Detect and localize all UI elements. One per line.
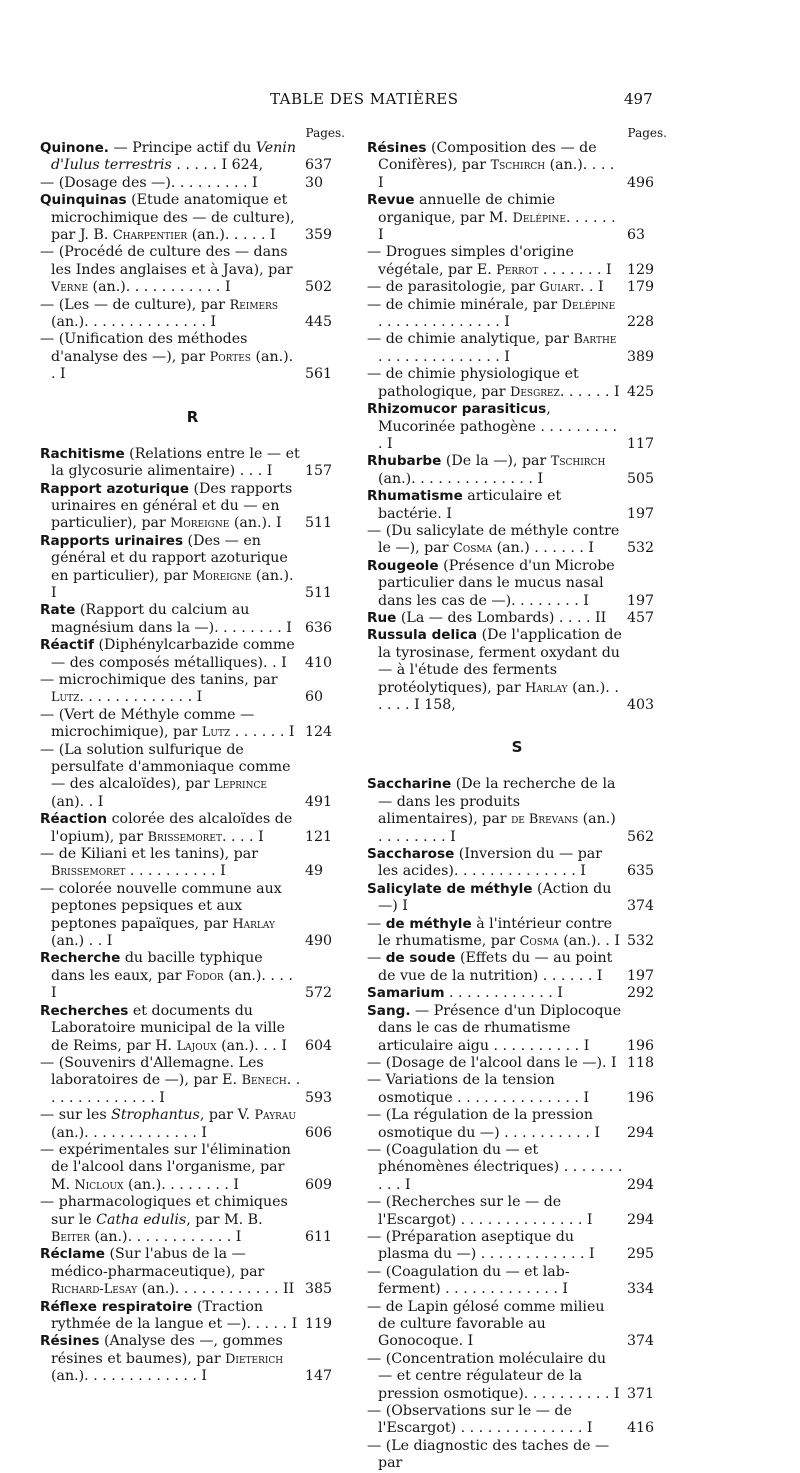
entry-text: Samarium . . . . . . . . . . . . I bbox=[367, 985, 563, 1002]
index-entry bbox=[40, 1003, 345, 1055]
entry-page: 124 bbox=[305, 724, 333, 741]
index-entry bbox=[367, 1072, 667, 1107]
entry-page: 491 bbox=[305, 793, 333, 810]
entry-text: — (Coagulation du — et phénomènes électriques) . . . . . . . . . . I bbox=[367, 1141, 623, 1193]
entry-text: — (Recherches sur le — de l'Escargot) . . . . . . . . . . . . . . I bbox=[367, 1194, 593, 1228]
entry-page: 416 bbox=[627, 1420, 655, 1437]
index-entry bbox=[367, 331, 667, 366]
index-entry bbox=[367, 1055, 667, 1072]
index-entry bbox=[367, 1351, 667, 1403]
entry-page: 295 bbox=[627, 1246, 655, 1263]
entry-text: — (Procédé de culture des — dans les Indes anglaises et à Java), par Verne (an.). . . . . . . . . . . I bbox=[40, 244, 293, 296]
index-entry bbox=[40, 140, 345, 175]
entry-page: 374 bbox=[627, 1333, 655, 1350]
entry-list-r-continued bbox=[367, 140, 667, 714]
entry-page: 609 bbox=[305, 1176, 333, 1193]
entry-text: Rate (Rapport du calcium au magnésium dans la —). . . . . . . . I bbox=[40, 602, 292, 636]
entry-text: — (Vert de Méthyle comme — microchimique), par Lutz . . . . . . I bbox=[40, 706, 295, 741]
entry-text: Réactif (Diphénylcarbazide comme — des composés métalliques). . I bbox=[40, 637, 295, 671]
entry-text: — (Observations sur le — de l'Escargot) . . . . . . . . . . . . . . I bbox=[367, 1403, 593, 1437]
index-entry bbox=[367, 297, 667, 332]
entry-page: 511 bbox=[305, 515, 333, 532]
entry-text: Rapports urinaires (Des — en général et du rapport azoturique en particulier), par Moreigne (an.). I bbox=[40, 532, 294, 601]
entry-page: 371 bbox=[627, 1385, 655, 1402]
entry-text: Sang. — Présence d'un Diplocoque dans le cas de rhumatisme articulaire aigu . . . . . . . . . . I bbox=[367, 1002, 622, 1054]
entry-page: 197 bbox=[627, 592, 655, 609]
entry-text: — (Coagulation du — et lab-ferment) . . . . . . . . . . . . . I bbox=[367, 1263, 570, 1298]
entry-page: 606 bbox=[305, 1124, 333, 1141]
entry-text: Revue annuelle de chimie organique, par M. Delépine. . . . . . I bbox=[367, 192, 616, 244]
entry-text: Rapport azoturique (Des rapports urinaires en général et du — en particulier), par Moreigne (an.). I bbox=[40, 480, 293, 532]
entry-page: 294 bbox=[627, 1124, 655, 1141]
entry-page: 292 bbox=[627, 985, 655, 1002]
entry-page: 593 bbox=[305, 1089, 333, 1106]
entry-text: — (Dosage des —). . . . . . . . . I bbox=[40, 174, 258, 191]
entry-page: 532 bbox=[627, 933, 655, 950]
index-entry bbox=[40, 192, 345, 244]
entry-page: 572 bbox=[305, 985, 333, 1002]
page-number: 497 bbox=[624, 90, 653, 108]
index-entry bbox=[367, 846, 667, 881]
entry-text: — (Concentration moléculaire du — et centre régulateur de la pression osmotique). . . . . . . . . . I bbox=[367, 1350, 620, 1402]
entry-page: 385 bbox=[305, 1281, 333, 1298]
entry-page: 562 bbox=[627, 828, 655, 845]
right-column bbox=[367, 126, 667, 1473]
index-entry bbox=[367, 453, 667, 488]
index-entry bbox=[367, 776, 667, 846]
entry-page: 604 bbox=[305, 1037, 333, 1054]
pages-column-label: Pages. bbox=[305, 126, 345, 140]
entry-text: Réclame (Sur l'abus de la — médico-pharmaceutique), par Richard-Lesay (an.). . . . . . . . . . . . II bbox=[40, 1246, 295, 1298]
entry-page: 119 bbox=[305, 1316, 333, 1332]
index-entry bbox=[367, 279, 667, 296]
index-entry bbox=[40, 881, 345, 951]
index-entry bbox=[367, 244, 667, 279]
pages-column-label: Pages. bbox=[627, 126, 667, 140]
entry-page: 389 bbox=[627, 348, 655, 365]
entry-page: 374 bbox=[627, 898, 655, 915]
entry-text: — de Lapin gélosé comme milieu de culture favorable au Gonocoque. I bbox=[367, 1298, 605, 1350]
entry-page: 196 bbox=[627, 1089, 655, 1106]
index-entry bbox=[367, 1264, 667, 1299]
index-entry bbox=[367, 916, 667, 951]
entry-page: 505 bbox=[627, 470, 655, 487]
entry-text: — de parasitologie, par Guiart. . I bbox=[367, 279, 604, 296]
entry-text: Quinone. — Principe actif du Venin d'Iulus terrestris . . . . . I 624, bbox=[40, 140, 296, 174]
entry-page: 445 bbox=[305, 314, 333, 331]
index-entry bbox=[40, 742, 345, 812]
index-entry bbox=[367, 1299, 667, 1351]
entry-text: Rougeole (Présence d'un Microbe particulier dans le mucus nasal dans les cas de —). . . . . . . . I bbox=[367, 557, 615, 609]
index-entry bbox=[40, 602, 345, 637]
entry-text: Rhubarbe (De la —), par Tschirch (an.). . . . . . . . . . . . . . I bbox=[367, 453, 606, 487]
entry-page: 410 bbox=[305, 654, 333, 671]
entry-text: Saccharine (De la recherche de la — dans les produits alimentaires), par de Brevans (an.) . . . . . . . . I bbox=[367, 776, 616, 845]
index-entry bbox=[40, 244, 345, 296]
index-entry bbox=[367, 1438, 667, 1473]
entry-page: 490 bbox=[305, 933, 333, 950]
entry-page: 30 bbox=[305, 174, 324, 191]
section-letter-r: R bbox=[186, 407, 199, 426]
index-entry bbox=[367, 1107, 667, 1142]
index-entry bbox=[40, 1246, 345, 1298]
index-entry bbox=[367, 1194, 667, 1229]
index-entry bbox=[40, 1142, 345, 1194]
entry-text: — (La solution sulfurique de persulfate d'ammoniaque comme — des alcaloïdes), par Leprince (an). . I bbox=[40, 741, 291, 810]
entry-page: 636 bbox=[305, 619, 333, 636]
entry-text: — (Du salicylate de méthyle contre le —), par Cosma (an.) . . . . . . I bbox=[367, 522, 620, 557]
index-entry bbox=[40, 637, 345, 672]
entry-text: — de méthyle à l'intérieur contre le rhumatisme, par Cosma (an.). . I bbox=[367, 915, 621, 950]
index-entry bbox=[40, 1194, 345, 1246]
index-entry bbox=[367, 1229, 667, 1264]
index-entry bbox=[40, 1333, 345, 1385]
index-entry bbox=[367, 627, 667, 714]
index-entry bbox=[367, 1403, 667, 1438]
index-entry bbox=[367, 950, 667, 985]
index-entry bbox=[367, 558, 667, 610]
entry-page: 117 bbox=[627, 435, 655, 452]
index-entry bbox=[40, 1107, 345, 1142]
entry-text: Rhizomucor parasiticus, Mucorinée pathogène . . . . . . . . . . I bbox=[367, 401, 618, 452]
left-column bbox=[40, 126, 345, 1386]
entry-text: Rachitisme (Relations entre le — et la glycosurie alimentaire) . . . I bbox=[40, 445, 300, 480]
index-entry bbox=[40, 1299, 345, 1334]
index-entry bbox=[367, 1003, 667, 1055]
entry-page: 425 bbox=[627, 383, 655, 400]
entry-text: Rue (La — des Lombards) . . . . II bbox=[367, 609, 607, 626]
entry-text: Recherche du bacille typhique dans les eaux, par Fodor (an.). . . . I bbox=[40, 950, 293, 1002]
entry-page: 63 bbox=[627, 227, 646, 244]
running-header bbox=[0, 90, 800, 114]
entry-page: 179 bbox=[627, 279, 655, 296]
index-entry bbox=[40, 846, 345, 881]
entry-page: 637 bbox=[305, 157, 333, 174]
entry-page: 457 bbox=[627, 609, 655, 626]
entry-text: — Drogues simples d'origine végétale, par E. Perrot . . . . . . . I bbox=[367, 244, 612, 278]
entry-text: Salicylate de méthyle (Action du —) I bbox=[367, 880, 612, 915]
entry-text: — (Unification des méthodes d'analyse des —), par Portes (an.). . I bbox=[40, 331, 294, 383]
entry-text: — (Le diagnostic des taches de — par bbox=[367, 1437, 610, 1472]
entry-text: — microchimique des tanins, par Lutz. . . . . . . . . . . . . I bbox=[40, 671, 278, 706]
index-entry bbox=[367, 523, 667, 558]
entry-page: 118 bbox=[627, 1054, 655, 1071]
entry-page: 157 bbox=[305, 463, 333, 480]
entry-page: 228 bbox=[627, 314, 655, 331]
index-entry bbox=[367, 985, 667, 1002]
index-entry bbox=[40, 331, 345, 383]
entry-text: Recherches et documents du Laboratoire municipal de la ville de Reims, par H. Lajoux (an.). . . I bbox=[40, 1002, 287, 1054]
index-entry bbox=[367, 140, 667, 192]
index-entry bbox=[40, 950, 345, 1002]
entry-text: Quinquinas (Etude anatomique et microchimique des — de culture), par J. B. Charpentier (an.). . . . . I bbox=[40, 192, 295, 244]
entry-page: 197 bbox=[627, 967, 655, 984]
entry-page: 561 bbox=[305, 366, 333, 383]
entry-text: — (Préparation aseptique du plasma du —) . . . . . . . . . . . . I bbox=[367, 1228, 595, 1263]
entry-page: 121 bbox=[305, 828, 333, 845]
index-entry bbox=[367, 192, 667, 244]
section-letter-s: S bbox=[511, 738, 523, 757]
entry-text: — de chimie minérale, par Delépine . . . . . . . . . . . . . . I bbox=[367, 296, 616, 331]
index-entry bbox=[40, 481, 345, 533]
entry-page: 294 bbox=[627, 1176, 655, 1193]
index-entry bbox=[40, 811, 345, 846]
entry-page: 502 bbox=[305, 279, 333, 296]
entry-page: 635 bbox=[627, 863, 655, 880]
entry-text: — expérimentales sur l'élimination de l'alcool dans l'organisme, par M. Nicloux (an.). . . . . . . . I bbox=[40, 1141, 291, 1193]
entry-text: Résines (Analyse des —, gommes résines et baumes), par Dieterich (an.). . . . . . . . . . . . . I bbox=[40, 1333, 284, 1385]
entry-text: — sur les Strophantus, par V. Payrau (an.). . . . . . . . . . . . . I bbox=[40, 1107, 297, 1141]
entry-text: Rhumatisme articulaire et bactérie. I bbox=[367, 488, 562, 522]
index-entry bbox=[367, 1142, 667, 1194]
index-entry bbox=[367, 488, 667, 523]
running-title: TABLE DES MATIÈRES bbox=[270, 90, 459, 108]
entry-text: — de Kiliani et les tanins), par Brissemoret . . . . . . . . . . I bbox=[40, 846, 259, 880]
entry-page: 294 bbox=[627, 1211, 655, 1228]
entry-text: — de chimie analytique, par Barthe . . . . . . . . . . . . . . I bbox=[367, 331, 617, 365]
index-entry bbox=[40, 533, 345, 603]
index-entry bbox=[40, 707, 345, 742]
entry-page: 511 bbox=[305, 584, 333, 601]
entry-text: Réflexe respiratoire (Traction rythmée de la langue et —). . . . . I bbox=[40, 1298, 298, 1332]
entry-page: 334 bbox=[627, 1281, 655, 1298]
index-entry bbox=[40, 297, 345, 332]
entry-text: — Variations de la tension osmotique . . . . . . . . . . . . . . I bbox=[367, 1072, 590, 1106]
entry-text: — de chimie physiologique et pathologique, par Desgrez. . . . . . I bbox=[367, 366, 620, 400]
entry-text: Résines (Composition des — de Conifères), par Tschirch (an.). . . . I bbox=[367, 140, 615, 191]
entry-page: 196 bbox=[627, 1037, 655, 1054]
entry-list-s bbox=[367, 776, 667, 1472]
entry-page: 60 bbox=[305, 689, 324, 706]
entry-text: — de soude (Effets du — au point de vue de la nutrition) . . . . . . I bbox=[367, 950, 613, 984]
entry-list-q bbox=[40, 140, 345, 384]
index-entry bbox=[40, 446, 345, 481]
entry-text: Russula delica (De l'application de la tyrosinase, ferment oxydant du — à l'étude des ferments protéolytiques), par Harlay (an.). . . . . . I 158, bbox=[367, 627, 622, 713]
entry-text: Réaction colorée des alcaloïdes de l'opium), par Brissemoret. . . . I bbox=[40, 811, 293, 845]
entry-text: — colorée nouvelle commune aux peptones pepsiques et aux peptones papaïques, par Harlay (an.) . . I bbox=[40, 880, 282, 950]
entry-page: 197 bbox=[627, 505, 655, 522]
index-entry bbox=[367, 366, 667, 401]
entry-text: — (La régulation de la pression osmotique du —) . . . . . . . . . . I bbox=[367, 1107, 600, 1141]
entry-text: — pharmacologiques et chimiques sur le Catha edulis, par M. B. Beiter (an.). . . . . . . . . . . . I bbox=[40, 1194, 288, 1245]
entry-list-r bbox=[40, 446, 345, 1386]
entry-text: — (Les — de culture), par Reimers (an.). . . . . . . . . . . . . . I bbox=[40, 296, 279, 331]
index-entry bbox=[40, 1055, 345, 1107]
entry-page: 147 bbox=[305, 1368, 333, 1385]
entry-page: 532 bbox=[627, 540, 655, 557]
entry-text: Saccharose (Inversion du — par les acides). . . . . . . . . . . . . . I bbox=[367, 846, 603, 880]
index-entry bbox=[40, 175, 345, 192]
entry-page: 129 bbox=[627, 261, 655, 278]
entry-text: — (Souvenirs d'Allemagne. Les laboratoires de —), par E. Benech. . . . . . . . . . . . . . I bbox=[40, 1054, 301, 1106]
index-entry bbox=[367, 610, 667, 627]
entry-page: 359 bbox=[305, 227, 333, 244]
index-entry bbox=[367, 401, 667, 453]
entry-page: 403 bbox=[627, 697, 655, 713]
entry-page: 611 bbox=[305, 1228, 333, 1245]
entry-page: 496 bbox=[627, 174, 655, 191]
entry-text: — (Dosage de l'alcool dans le —). I bbox=[367, 1054, 617, 1071]
index-entry bbox=[367, 881, 667, 916]
entry-page: 49 bbox=[305, 863, 324, 880]
index-entry bbox=[40, 672, 345, 707]
